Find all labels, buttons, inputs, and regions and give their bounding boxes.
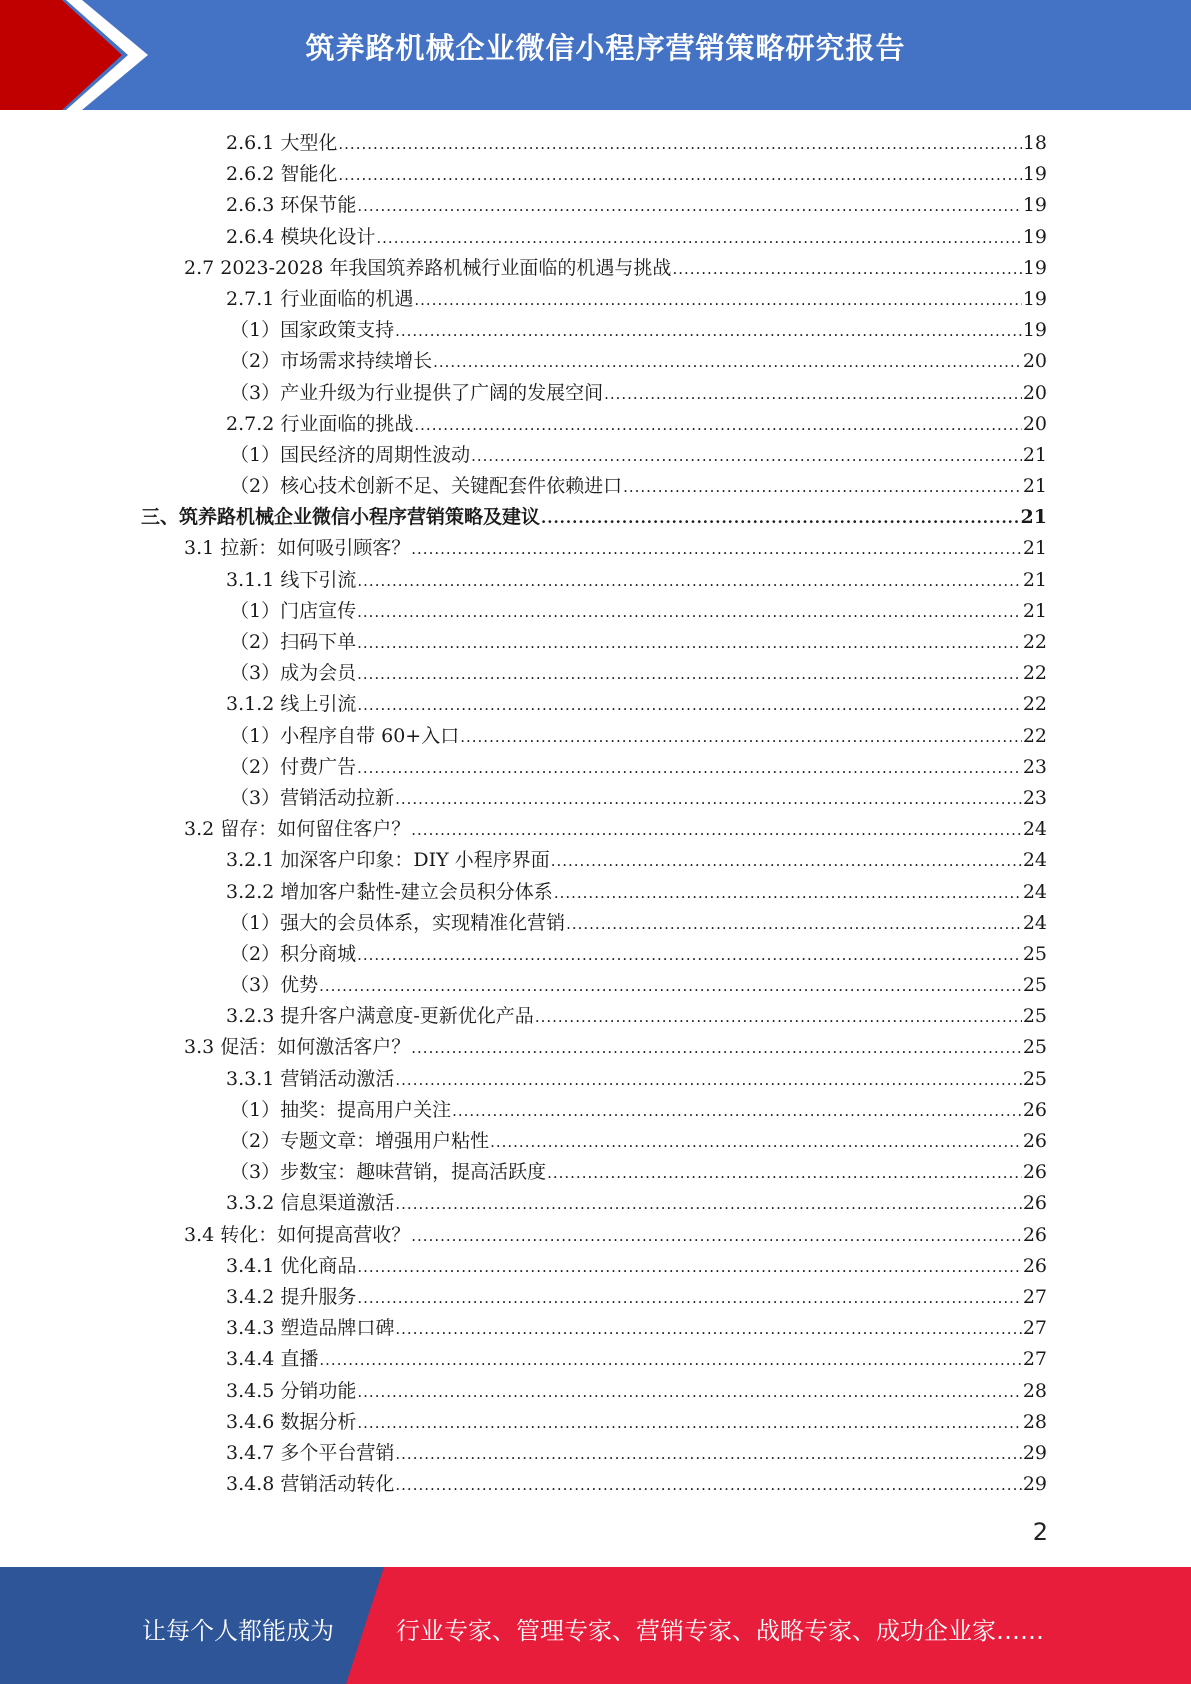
toc-dot-leader <box>357 1252 1021 1283</box>
toc-entry-page: 21 <box>1022 599 1047 622</box>
toc-dot-leader <box>452 1096 1022 1127</box>
toc-entry[interactable] <box>226 1376 1047 1407</box>
toc-entry-title: （2）市场需求持续增长 <box>230 350 433 373</box>
toc-dot-leader <box>414 410 1021 441</box>
toc-entry-page: 19 <box>1022 319 1047 342</box>
toc-entry[interactable] <box>226 1188 1047 1219</box>
page-header <box>0 0 1191 110</box>
toc-dot-leader <box>433 347 1022 378</box>
toc-dot-leader <box>414 285 1021 316</box>
toc-dot-leader <box>395 1439 1021 1470</box>
toc-entry-page: 24 <box>1022 880 1047 903</box>
toc-entry[interactable] <box>230 783 1047 814</box>
toc-entry[interactable] <box>226 159 1047 190</box>
toc-entry-page: 21 <box>1022 568 1047 591</box>
toc-dot-leader <box>535 1002 1022 1033</box>
toc-dot-leader <box>395 1065 1021 1096</box>
toc-entry[interactable] <box>230 471 1047 502</box>
toc-entry-title: 3.4.3 塑造品牌口碑 <box>226 1317 395 1340</box>
toc-dot-leader <box>357 628 1022 659</box>
toc-dot-leader <box>357 753 1022 784</box>
report-title: 筑养路机械企业微信小程序营销策略研究报告 <box>305 31 906 65</box>
toc-entry[interactable] <box>230 721 1047 752</box>
toc-entry[interactable] <box>184 533 1047 564</box>
toc-entry-title: 3.1.2 线上引流 <box>226 693 357 716</box>
toc-entry[interactable] <box>230 939 1047 970</box>
toc-entry-page: 18 <box>1022 132 1047 154</box>
toc-entry-title: （2）专题文章：增强用户粘性 <box>230 1130 490 1152</box>
toc-entry-page: 26 <box>1022 1254 1047 1277</box>
toc-entry[interactable] <box>230 346 1047 377</box>
toc-dot-leader <box>395 784 1022 815</box>
toc-entry-title: （2）积分商城 <box>230 942 357 965</box>
toc-entry-page: 25 <box>1022 1005 1047 1028</box>
toc-entry-title: （3）步数宝：趣味营销，提高活跃度 <box>230 1161 547 1184</box>
toc-entry[interactable] <box>230 378 1047 409</box>
toc-dot-leader <box>376 223 1021 254</box>
toc-dot-leader <box>490 1127 1022 1158</box>
toc-entry[interactable] <box>226 1064 1047 1095</box>
toc-entry-page: 23 <box>1022 755 1047 778</box>
toc-dot-leader <box>604 379 1022 410</box>
toc-entry[interactable] <box>184 814 1047 845</box>
toc-entry[interactable] <box>226 1001 1047 1032</box>
toc-entry-title: 3.4.8 营销活动转化 <box>226 1473 395 1496</box>
toc-entry-title: （2）扫码下单 <box>230 631 357 653</box>
toc-entry[interactable] <box>226 409 1047 440</box>
toc-entry[interactable] <box>230 970 1047 1001</box>
toc-entry[interactable] <box>226 1469 1047 1500</box>
toc-entry-title: 2.7.2 行业面临的挑战 <box>226 412 414 435</box>
toc-entry-page: 26 <box>1022 1161 1047 1184</box>
toc-entry-title: 3.2.1 加深客户印象：DIY 小程序界面 <box>226 849 550 872</box>
toc-entry[interactable] <box>226 1313 1047 1344</box>
toc-dot-leader <box>395 316 1022 347</box>
toc-dot-leader <box>357 659 1022 690</box>
toc-dot-leader <box>554 878 1022 909</box>
toc-entry-title: （3）产业升级为行业提供了广阔的发展空间 <box>230 381 604 404</box>
toc-entry[interactable] <box>230 1095 1047 1126</box>
toc-entry[interactable] <box>226 284 1047 315</box>
toc-entry-title: 3.1.1 线下引流 <box>226 568 357 591</box>
toc-entry-title: （3）成为会员 <box>230 662 357 685</box>
toc-entry[interactable] <box>226 1282 1047 1313</box>
toc-entry-title: 3.4.1 优化商品 <box>226 1254 357 1277</box>
toc-entry-title: （1）门店宣传 <box>230 599 357 622</box>
toc-entry[interactable] <box>226 1251 1047 1282</box>
toc-entry-title: （1）小程序自带 60+入口 <box>230 724 460 747</box>
toc-entry-title: 2.6.1 大型化 <box>226 132 338 154</box>
table-of-contents <box>0 128 1191 1500</box>
footer-slogan-right: 行业专家、管理专家、营销专家、战略专家、成功企业家…… <box>396 1617 1044 1645</box>
toc-entry[interactable] <box>230 440 1047 471</box>
toc-entry-page: 26 <box>1022 1130 1047 1152</box>
toc-entry[interactable] <box>230 658 1047 689</box>
toc-entry-title: （3）营销活动拉新 <box>230 786 395 809</box>
toc-entry[interactable] <box>230 596 1047 627</box>
footer-slogan-left: 让每个人都能成为 <box>142 1617 334 1645</box>
toc-entry[interactable] <box>226 190 1047 221</box>
toc-entry-page: 19 <box>1022 163 1047 186</box>
toc-entry-title: 2.7 2023-2028 年我国筑养路机械行业面临的机遇与挑战 <box>184 256 672 279</box>
toc-entry-title: 2.6.3 环保节能 <box>226 194 357 217</box>
toc-entry-page: 25 <box>1022 1067 1047 1090</box>
toc-dot-leader <box>357 940 1022 971</box>
toc-entry[interactable] <box>141 502 1047 533</box>
toc-entry-page: 27 <box>1022 1285 1047 1308</box>
toc-entry[interactable] <box>226 1438 1047 1469</box>
toc-entry-page: 29 <box>1022 1441 1047 1464</box>
toc-entry-page: 21 <box>1020 506 1047 529</box>
toc-entry-title: （1）国民经济的周期性波动 <box>230 443 471 466</box>
toc-entry-page: 21 <box>1022 443 1047 466</box>
toc-entry-title: （2）付费广告 <box>230 755 357 778</box>
toc-entry-title: 3.4 转化：如何提高营收？ <box>184 1223 411 1246</box>
toc-entry-title: 3.4.2 提升服务 <box>226 1285 357 1308</box>
toc-dot-leader <box>541 503 1020 534</box>
page-footer <box>0 1567 1191 1684</box>
toc-entry-title: 3.4.7 多个平台营销 <box>226 1441 395 1464</box>
toc-dot-leader <box>357 566 1021 597</box>
toc-entry-page: 19 <box>1022 287 1047 310</box>
toc-entry[interactable] <box>230 752 1047 783</box>
toc-entry-page: 27 <box>1022 1348 1047 1371</box>
toc-entry-title: 3.2.2 增加客户黏性-建立会员积分体系 <box>226 880 553 903</box>
toc-entry[interactable] <box>226 689 1047 720</box>
toc-entry-title: （2）核心技术创新不足、关键配套件依赖进口 <box>230 475 623 498</box>
toc-dot-leader <box>357 690 1021 721</box>
toc-entry-title: （1）强大的会员体系，实现精准化营销 <box>230 911 566 934</box>
toc-entry-page: 24 <box>1022 911 1047 934</box>
toc-entry-page: 27 <box>1022 1317 1047 1340</box>
toc-entry-page: 28 <box>1022 1379 1047 1402</box>
toc-entry-title: 3.4.6 数据分析 <box>226 1410 357 1433</box>
toc-entry-page: 21 <box>1022 475 1047 498</box>
toc-dot-leader <box>319 1345 1021 1376</box>
toc-entry-page: 26 <box>1022 1192 1047 1215</box>
toc-dot-leader <box>357 1408 1021 1439</box>
toc-entry-title: 3.2.3 提升客户满意度-更新优化产品 <box>226 1005 534 1028</box>
toc-entry-title: 3.4.5 分销功能 <box>226 1379 357 1402</box>
toc-entry-page: 24 <box>1022 849 1047 872</box>
toc-entry-title: 3.3.1 营销活动激活 <box>226 1067 395 1090</box>
toc-dot-leader <box>672 254 1021 285</box>
toc-dot-leader <box>411 815 1022 846</box>
toc-entry[interactable] <box>226 1344 1047 1375</box>
toc-entry-page: 29 <box>1022 1473 1047 1496</box>
toc-dot-leader <box>547 1158 1022 1189</box>
toc-entry-page: 26 <box>1022 1223 1047 1246</box>
toc-entry-page: 20 <box>1022 412 1047 435</box>
toc-entry-title: 3.2 留存：如何留住客户？ <box>184 818 411 841</box>
toc-dot-leader <box>460 722 1022 753</box>
toc-entry[interactable] <box>184 1220 1047 1251</box>
toc-entry-page: 22 <box>1022 724 1047 747</box>
toc-entry-title: （1）抽奖：提高用户关注 <box>230 1098 452 1121</box>
toc-entry-page: 19 <box>1022 194 1047 217</box>
toc-dot-leader <box>338 160 1021 191</box>
toc-entry-page: 23 <box>1022 786 1047 809</box>
toc-entry[interactable] <box>184 253 1047 284</box>
toc-entry[interactable] <box>226 877 1047 908</box>
toc-dot-leader <box>357 191 1021 222</box>
toc-dot-leader <box>411 1221 1022 1252</box>
toc-entry-page: 25 <box>1022 1036 1047 1059</box>
toc-entry-title: 3.3.2 信息渠道激活 <box>226 1192 395 1215</box>
toc-entry-page: 20 <box>1022 381 1047 404</box>
toc-entry-page: 22 <box>1022 631 1047 653</box>
toc-entry-page: 26 <box>1022 1098 1047 1121</box>
toc-entry[interactable] <box>230 627 1047 658</box>
toc-entry-page: 24 <box>1022 818 1047 841</box>
toc-entry-page: 25 <box>1022 974 1047 997</box>
toc-dot-leader <box>357 597 1022 628</box>
toc-entry[interactable] <box>226 128 1047 159</box>
toc-entry[interactable] <box>226 845 1047 876</box>
toc-dot-leader <box>471 441 1022 472</box>
toc-entry-page: 25 <box>1022 942 1047 965</box>
toc-dot-leader <box>411 534 1022 565</box>
toc-entry-title: 3.3 促活：如何激活客户？ <box>184 1036 411 1059</box>
toc-entry-title: 3.4.4 直播 <box>226 1348 319 1371</box>
toc-entry[interactable] <box>184 1032 1047 1063</box>
toc-entry[interactable] <box>226 565 1047 596</box>
toc-dot-leader <box>551 846 1022 877</box>
toc-dot-leader <box>566 909 1022 940</box>
toc-entry-title: 2.6.4 模块化设计 <box>226 225 376 248</box>
toc-entry-title: 3.1 拉新：如何吸引顾客？ <box>184 537 411 560</box>
toc-dot-leader <box>338 129 1021 160</box>
toc-entry-page: 20 <box>1022 350 1047 373</box>
toc-dot-leader <box>395 1314 1021 1345</box>
toc-entry-page: 19 <box>1022 256 1047 279</box>
toc-dot-leader <box>357 1377 1021 1408</box>
toc-entry[interactable] <box>230 1157 1047 1188</box>
toc-entry-page: 19 <box>1022 225 1047 248</box>
toc-entry-page: 28 <box>1022 1410 1047 1433</box>
toc-entry-title: （3）优势 <box>230 974 319 997</box>
toc-dot-leader <box>319 971 1022 1002</box>
toc-entry-page: 22 <box>1022 662 1047 685</box>
toc-dot-leader <box>395 1470 1021 1501</box>
toc-dot-leader <box>623 472 1022 503</box>
toc-entry-title: 2.6.2 智能化 <box>226 163 338 186</box>
toc-entry[interactable] <box>230 315 1047 346</box>
toc-entry[interactable] <box>230 908 1047 939</box>
toc-entry-title: 2.7.1 行业面临的机遇 <box>226 287 414 310</box>
toc-dot-leader <box>411 1033 1022 1064</box>
toc-entry[interactable] <box>230 1126 1047 1157</box>
toc-entry-title: 三、筑养路机械企业微信小程序营销策略及建议 <box>141 506 541 529</box>
toc-dot-leader <box>395 1189 1021 1220</box>
page-number: 2 <box>1032 1518 1048 1546</box>
toc-entry[interactable] <box>226 1407 1047 1438</box>
toc-entry[interactable] <box>226 222 1047 253</box>
toc-entry-title: （1）国家政策支持 <box>230 319 395 342</box>
toc-entry-page: 21 <box>1022 537 1047 560</box>
toc-dot-leader <box>357 1283 1021 1314</box>
toc-entry-page: 22 <box>1022 693 1047 716</box>
